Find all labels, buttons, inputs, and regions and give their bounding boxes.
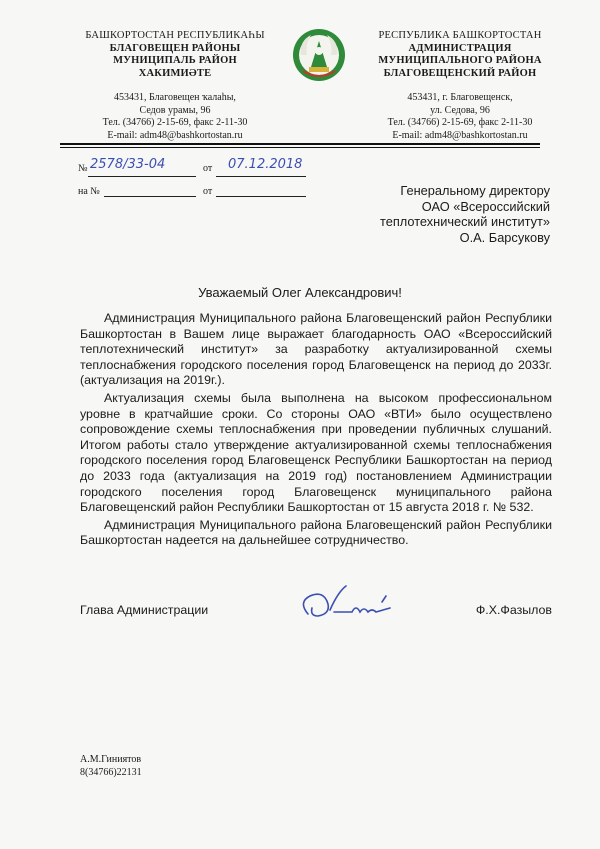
reg-na-no-line: [104, 196, 196, 197]
header-left-addr1: 453431, Благовещен ҡалаһы,: [114, 92, 236, 103]
reg-from-line-2: [216, 196, 306, 197]
executor-phone: 8(34766)22131: [80, 767, 142, 778]
header-left-addr4: E-mail: adm48@bashkortostan.ru: [107, 129, 243, 141]
body-paragraph-2: Актуализация схемы была выполнена на высоком профессиональном уровне в кратчайшие сроки. Со стороны ОАО «ВТИ» было осуществлено сопровождение схемы теплоснабжения при проведении публичных слушаний. Итогом работы стало утверждение актуализированной схемы теплоснабжения городского поселения город Благовещенск Республики Башкортостан на период до 2033 года (актуализация на 2019 год) постановлением Администрации городского поселения город Благовещенск муниципального района Благовещенский район Республики Башкортостан от 15 августа 2018 г. № 532.: [80, 390, 552, 515]
letter-body: [80, 311, 552, 551]
executor-name: А.М.Гиниятов: [80, 754, 142, 765]
header-right-line2: АДМИНИСТРАЦИЯ: [408, 42, 512, 54]
reg-number: 2578/33-04: [90, 157, 166, 172]
addressee-line1: Генеральному директору: [400, 183, 550, 198]
addressee-line4: О.А. Барсукову: [459, 229, 550, 245]
header-right: [350, 30, 570, 142]
executor-footer: [80, 753, 142, 779]
header-divider-thick: [60, 143, 540, 145]
header-right-line3: МУНИЦИПАЛЬНОГО РАЙОНА: [378, 55, 542, 66]
coat-of-arms-emblem-icon: [291, 27, 347, 83]
handwritten-signature: [290, 582, 410, 632]
signer-title: Глава Администрации: [80, 603, 209, 617]
body-paragraph-1: Администрация Муниципального района Благовещенский район Республики Башкортостан в Вашем лице выражает благодарность ОАО «Всероссийский теплотехнический институт» за разработку актуализированной схемы теплоснабжения городского поселения город Благовещенск на период до 2033г. (актуализация на 2019г.).: [80, 311, 552, 388]
header-right-addr3: Тел. (34766) 2-15-69, факс 2-11-30: [387, 117, 533, 128]
header-right-addr4: E-mail: adm48@bashkortostan.ru: [392, 129, 528, 141]
reg-from-label: от: [203, 163, 213, 174]
header-right-line4: БЛАГОВЕЩЕНСКИЙ РАЙОН: [383, 67, 537, 79]
header-right-address: [350, 92, 570, 142]
addressee-block: [360, 183, 550, 245]
header-divider-thin: [60, 147, 540, 148]
reg-na-no-label: на №: [78, 186, 100, 197]
reg-date-line: [216, 176, 306, 177]
body-paragraph-3: Администрация Муниципального района Благовещенский район Республики Башкортостан надеется на дальнейшее сотрудничество.: [80, 517, 552, 548]
header-right-line1: РЕСПУБЛИКА БАШКОРТОСТАН: [378, 30, 542, 41]
reg-no-label: №: [78, 163, 88, 174]
header-left-line3: МУНИЦИПАЛЬ РАЙОН: [113, 55, 237, 66]
signer-name: Ф.Х.Фазылов: [475, 603, 552, 617]
header-left-addr2: Седов урамы, 96: [139, 104, 211, 116]
reg-from-label-2: от: [203, 186, 213, 197]
header-right-addr1: 453431, г. Благовещенск,: [407, 92, 513, 103]
header-left: [60, 30, 290, 142]
header-left-address: [60, 92, 290, 142]
header-left-addr3: Тел. (34766) 2-15-69, факс 2-11-30: [102, 117, 248, 128]
reg-date: 07.12.2018: [228, 157, 303, 172]
greeting: Уважаемый Олег Александрович!: [198, 285, 402, 300]
header-left-line4: ХАКИМИӘТЕ: [138, 67, 212, 79]
reg-number-line: [88, 176, 196, 177]
header-left-line1: БАШКОРТОСТАН РЕСПУБЛИКАҺЫ: [85, 30, 265, 41]
header-left-line2: БЛАГОВЕЩЕН РАЙОНЫ: [109, 42, 241, 54]
addressee-line2: ОАО «Всероссийский: [421, 198, 550, 214]
addressee-line3: теплотехнический институт»: [379, 214, 550, 229]
header-right-addr2: ул. Седова, 96: [430, 104, 490, 116]
